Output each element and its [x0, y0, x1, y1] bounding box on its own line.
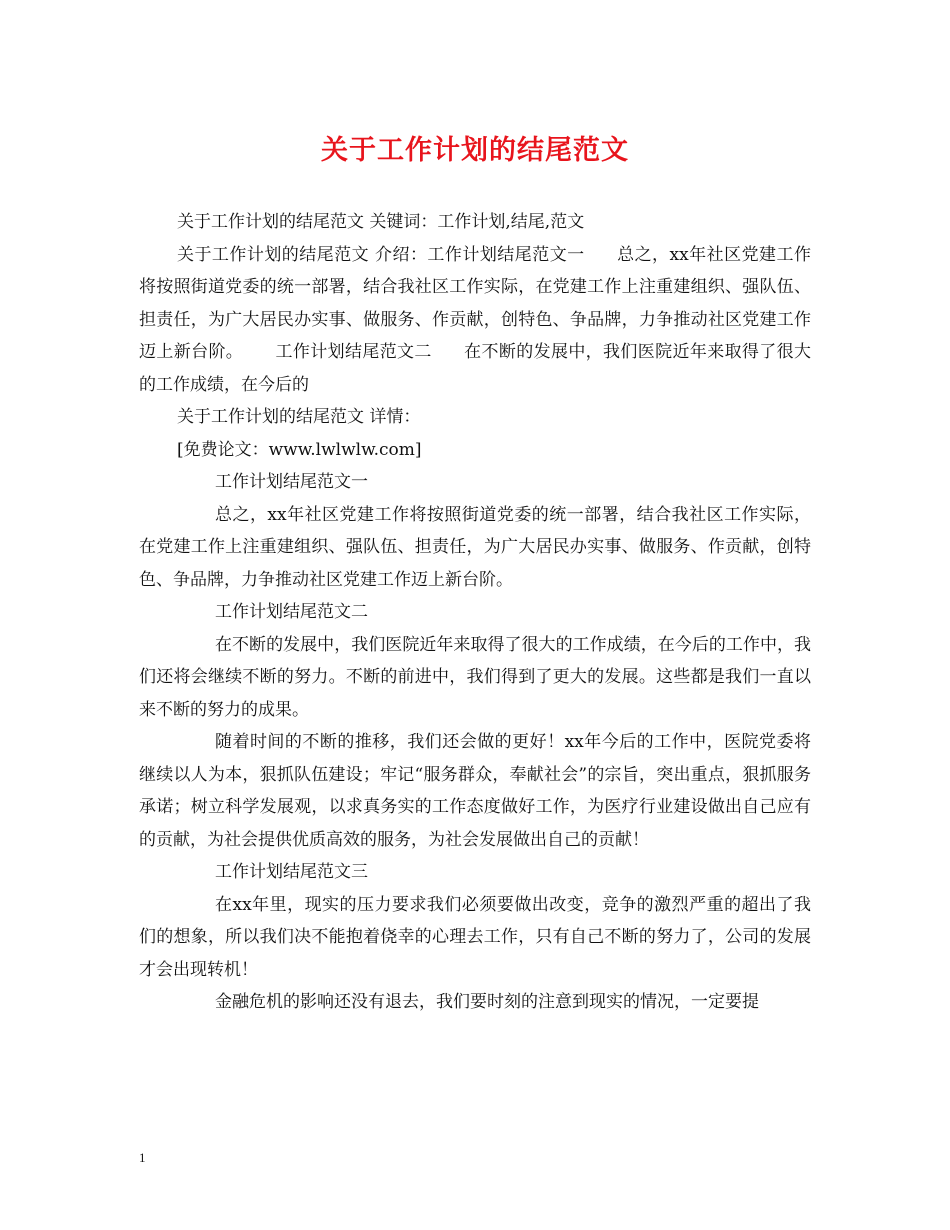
page-number: 1 — [139, 1150, 146, 1165]
section-3-paragraph-1: 在xx年里，现实的压力要求我们必须要做出改变，竞争的激烈严重的超出了我们的想象，所以我们决不能抱着侥幸的心理去工作，只有自己不断的努力了，公司的发展才会出现转机！ — [139, 894, 811, 980]
section-2-paragraph-1: 在不断的发展中，我们医院近年来取得了很大的工作成绩，在今后的工作中，我们还将会继续不断的努力。不断的前进中，我们得到了更大的发展。这些都是我们一直以来不断的努力的成果。 — [139, 634, 811, 720]
keywords-line: 关于工作计划的结尾范文 关键词：工作计划,结尾,范文 — [177, 212, 585, 232]
intro-excerpt-one: 总之，xx年社区党建工作将按照街道党委的统一部署，结合我社区工作实际，在党建工作上注重建组织、强队伍、担责任，为广大居民办实事、做服务、作贡献，创特色、争品牌，力争推动社区党建工作迈上新台阶。 — [139, 244, 811, 362]
section-1-paragraph-1: 总之，xx年社区党建工作将按照街道党委的统一部署，结合我社区工作实际，在党建工作上注重建组织、强队伍、担责任，为广大居民办实事、做服务、作贡献，创特色、争品牌，力争推动社区党建工作迈上新台阶。 — [139, 504, 811, 590]
intro-excerpt-two: 在不断的发展中，我们医院近年来取得了很大的工作成绩，在今后的 — [139, 342, 812, 395]
intro-paragraph — [139, 239, 811, 402]
intro-label: 关于工作计划的结尾范文 介绍：工作计划结尾范文一 — [177, 244, 585, 265]
details-line: 关于工作计划的结尾范文 详情： — [177, 407, 421, 427]
document-body — [139, 206, 811, 1019]
section-heading-1: 工作计划结尾范文一 — [215, 472, 368, 492]
section-heading-3: 工作计划结尾范文三 — [215, 862, 368, 882]
section-3-paragraph-2: 金融危机的影响还没有退去，我们要时刻的注意到现实的情况，一定要提 — [215, 992, 759, 1012]
document-title: 关于工作计划的结尾范文 — [321, 135, 629, 166]
source-link[interactable]: [免费论文：www.lwlwlw.com] — [177, 439, 422, 460]
section-heading-2: 工作计划结尾范文二 — [215, 602, 368, 622]
section-2-paragraph-2: 随着时间的不断的推移，我们还会做的更好！xx年今后的工作中，医院党委将继续以人为本，狠抓队伍建设；牢记“服务群众，奉献社会”的宗旨，突出重点，狠抓服务承诺；树立科学发展观，以求真务实的工作态度做好工作，为医疗行业建设做出自己应有的贡献，为社会提供优质高效的服务，为社会发展做出自己的贡献！ — [139, 732, 811, 850]
intro-heading-two: 工作计划结尾范文二 — [275, 342, 432, 362]
